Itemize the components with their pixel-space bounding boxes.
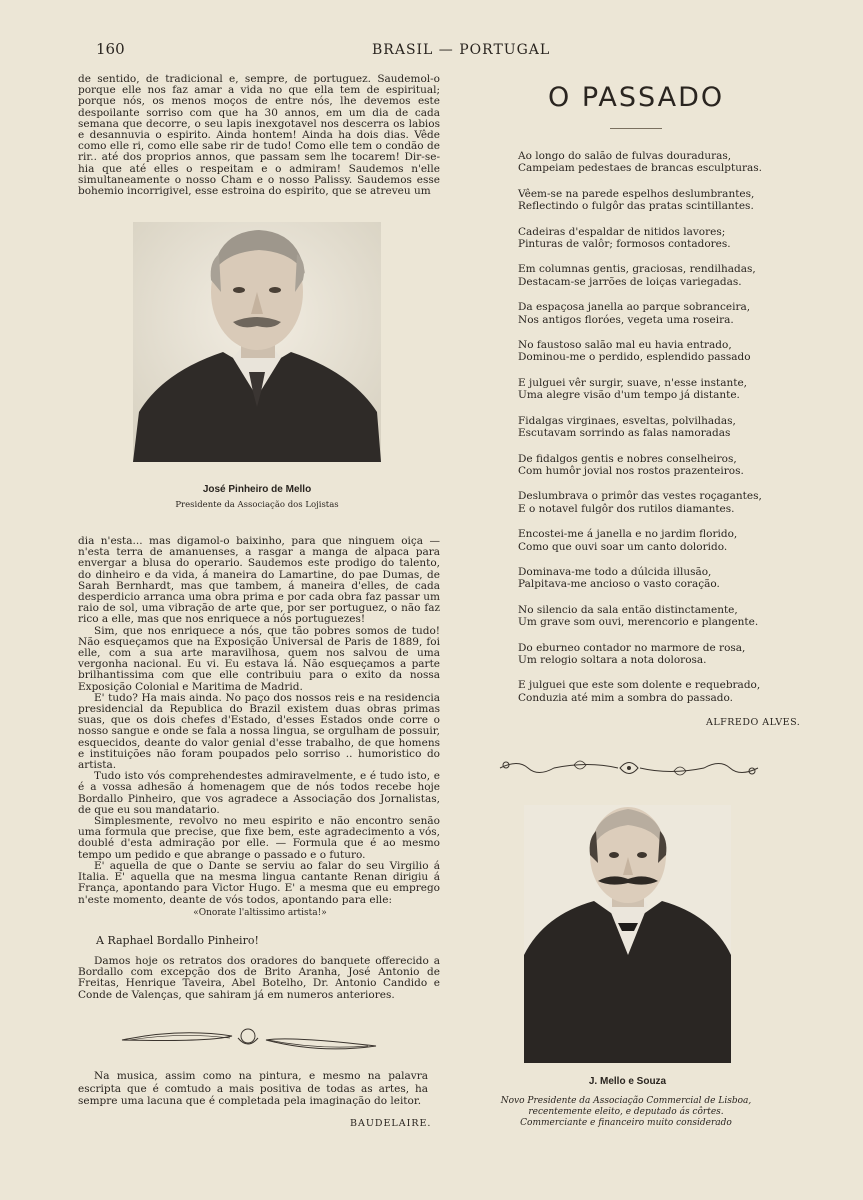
poem-line: Reflectindo o fulgôr das pratas scintillantes. xyxy=(518,200,754,213)
page-header: BRASIL — PORTUGAL xyxy=(372,42,551,58)
portrait-right-name: J. Mello e Souza xyxy=(588,1076,667,1087)
poem-line: Escutavam sorrindo as falas namoradas xyxy=(518,427,731,440)
poem-stanza xyxy=(518,528,778,553)
poem-line: Uma alegre visão d'um tempo já distante. xyxy=(518,389,740,402)
poem-stanza xyxy=(518,604,778,629)
poem-line: Campeiam pedestaes de brancas esculpturas. xyxy=(518,162,762,175)
editorial-note xyxy=(78,956,440,1001)
portrait-right-caption xyxy=(480,1096,772,1129)
poem-stanza xyxy=(518,226,778,251)
poem-stanza xyxy=(518,188,778,213)
poem-line: E o notavel fulgôr dos rutilos diamantes. xyxy=(518,502,735,515)
article-body xyxy=(78,536,440,906)
title-divider xyxy=(610,128,662,129)
poem-title: O PASSADO xyxy=(548,82,725,113)
italian-quote: «Onorate l'altissimo artista!» xyxy=(193,908,327,918)
portrait-left-name: José Pinheiro de Mello xyxy=(202,484,312,495)
caption-line: Commerciante e financeiro muito considerado xyxy=(520,1118,732,1128)
poem-line: No faustoso salão mal eu havia entrado, xyxy=(518,339,732,352)
poem-line: Em columnas gentis, graciosas, rendilhadas, xyxy=(518,263,756,276)
portrait-illustration xyxy=(524,805,731,1063)
poem-author: ALFREDO ALVES. xyxy=(706,717,801,728)
poem-line: Da espaçosa janella ao parque sobranceira, xyxy=(518,301,751,314)
poem-line: Dominava-me todo a dúlcida illusão, xyxy=(518,565,712,578)
poem-stanza xyxy=(518,415,778,440)
portrait-j-mello-e-souza xyxy=(524,805,731,1063)
poem-line: Um relogio soltara a nota dolorosa. xyxy=(518,653,707,666)
poem-line: Do eburneo contador no marmore de rosa, xyxy=(518,641,746,654)
baudelaire-quote xyxy=(78,1070,428,1108)
poem-line: Vêem-se na parede espelhos deslumbrantes, xyxy=(518,187,755,200)
poem-stanza xyxy=(518,679,778,704)
poem-line: Cadeiras d'espaldar de nitidos lavores; xyxy=(518,225,726,238)
article-paragraph: E' tudo? Ha mais ainda. No paço dos nossos reis e na residencia presidencial da Republica do Brazil existem duas obras primas suas, que os dois chefes d'Estado, d'esses Estados onde corre o nosso sangue e onde se fala a nossa lingua, se orgulham de possuir, esquecidos, deante do valor genial d'esse trabalho, de que homens e instituições não foram poupados pelo sorriso .. humoristico do artista. xyxy=(78,691,440,772)
poem-line: Um grave som ouvi, merencorio e plangente. xyxy=(518,616,759,629)
poem-line: Pinturas de valôr; formosos contadores. xyxy=(518,238,731,251)
portrait-left-subtitle: Presidente da Associação dos Lojistas xyxy=(175,500,339,510)
page-number: 160 xyxy=(96,40,125,58)
poem-stanza xyxy=(518,566,778,591)
poem-line: Como que ouvi soar um canto dolorido. xyxy=(518,540,728,553)
poem-stanza xyxy=(518,377,778,402)
winged-ornament xyxy=(120,1024,378,1054)
article-intro xyxy=(78,74,440,197)
article-paragraph: Tudo isto vós comprehendestes admiravelmente, e é tudo isto, e é a vossa adhesão á homenagem que de nós todos recebe hoje Bordallo Pinheiro, que vos agradece a Associação dos Jornalistas, de que eu sou mandatario. xyxy=(78,770,440,816)
portrait-jose-pinheiro-de-mello xyxy=(133,222,381,462)
baudelaire-signature: BAUDELAIRE. xyxy=(350,1118,432,1129)
poem-line: Encostei-me á janella e no jardim florido, xyxy=(518,528,738,541)
poem-line: No silencio da sala então distinctamente, xyxy=(518,603,738,616)
poem-line: De fidalgos gentis e nobres conselheiros, xyxy=(518,452,737,465)
floral-ornament xyxy=(498,755,760,781)
poem-line: E julguei vêr surgir, suave, n'esse instante, xyxy=(518,376,748,389)
article-paragraph: Sim, que nos enriquece a nós, que tão pobres somos de tudo! Não esqueçamos que na Exposição Universal de Paris de 1889, foi elle, com a sua arte maravilhosa, quem nos salvou de uma vergonha nacional. Eu vi. Eu estava lá. Não esqueçamos a parte brilhantissima com que elle contribuiu para o exito da nossa Exposição Colonial e Maritima de Madrid. xyxy=(78,624,440,693)
caption-line: Novo Presidente da Associação Commercial de Lisboa, xyxy=(500,1096,752,1106)
dedication-line: A Raphael Bordallo Pinheiro! xyxy=(96,934,259,947)
poem-line: Com humôr jovial nos rostos prazenteiros. xyxy=(518,464,744,477)
poem-stanza xyxy=(518,263,778,288)
poem-stanza xyxy=(518,339,778,364)
poem-stanza xyxy=(518,490,778,515)
poem-line: Conduzia até mim a sombra do passado. xyxy=(518,691,733,704)
article-paragraph: dia n'esta... mas digamol-o baixinho, para que ninguem oiça — n'esta terra de amanuenses, a rasgar a manga de alpaca para envergar a blusa do operario. Saudemos este prodigo do talento, do dinheiro e da vida, á maneira do Lamartine, do pae Dumas, de Sarah Bernhardt, mas que tambem, á maneira d'elles, de cada desperdicio arranca uma obra prima e por cada obra faz passar um raio de sol, uma vibração de arte que, por ser portuguez, o não faz rico a elle, mas que nos enriquece a nós portuguezes! xyxy=(78,535,440,626)
poem-line: Deslumbrava o primôr das vestes roçagantes, xyxy=(518,490,762,503)
caption-line: recentemente eleito, e deputado ás côrtes. xyxy=(528,1107,724,1117)
poem-line: Nos antigos floróes, vegeta uma roseira. xyxy=(518,313,734,326)
poem-stanza xyxy=(518,642,778,667)
poem-body xyxy=(518,150,778,717)
poem-line: E julguei que este som dolente e requebrado, xyxy=(518,679,761,692)
poem-line: Destacam-se jarrões de loiças variegadas. xyxy=(518,275,742,288)
poem-stanza xyxy=(518,150,778,175)
poem-line: Fidalgas virginaes, esveltas, polvilhadas, xyxy=(518,414,736,427)
poem-stanza xyxy=(518,453,778,478)
poem-line: Palpitava-me ancioso o vasto coração. xyxy=(518,578,720,591)
poem-line: Dominou-me o perdido, esplendido passado xyxy=(518,351,751,364)
article-paragraph: Simplesmente, revolvo no meu espirito e não encontro senão uma formula que precise, que fixe bem, este agradecimento a vós, doublé d'esta admiração por elle. — Formula que é ao mesmo tempo um pedido e que abrange o passado e o futuro. xyxy=(78,815,440,861)
note-paragraph: Damos hoje os retratos dos oradores do banquete offerecido a Bordallo com excepção dos de Brito Aranha, José Antonio de Freitas, Henrique Taveira, Abel Botelho, Dr. Antonio Candido e Conde de Valenças, que sahiram já em numeros anteriores. xyxy=(78,955,440,1001)
poem-stanza xyxy=(518,301,778,326)
intro-paragraph: de sentido, de tradicional e, sempre, de portuguez. Saudemol-o porque elle nos faz amar a vida no que ella tem de espiritual; porque nós, os menos moços de entre nós, lhe devemos este despoilante sorriso com que ha 30 annos, em um dia de cada semana que decorre, o seu lapis inexgotavel nos descerra os labios e desannuvia o espirito. Ainda hontem! Ainda ha dois dias. Vêde como elle ri, como elle sabe rir de tudo! Como elle tem o condão de rir.. até dos proprios annos, que passam sem lhe tocarem! Dir-se-hia que até elles o respeitam e o admiram! Saudemos n'elle simultaneamente o nosso Cham e o nosso Palissy. Saudemos esse bohemio incorrigivel, esse estroina do espirito, que se atreveu um xyxy=(78,73,440,198)
article-paragraph: E' aquella de que o Dante se serviu ao falar do seu Virgilio á Italia. E' aquella que na mesma lingua cantante Renan dirigiu á França, apontando para Victor Hugo. E' a mesma que eu emprego n'este momento, deante de vós todos, apontando para elle: xyxy=(78,859,440,906)
portrait-illustration xyxy=(133,222,381,462)
poem-line: Ao longo do salão de fulvas douraduras, xyxy=(518,150,732,162)
baudelaire-paragraph: Na musica, assim como na pintura, e mesmo na palavra escripta que é comtudo a mais positiva de todas as artes, ha sempre uma lacuna que é completada pela imaginação do leitor. xyxy=(78,1070,428,1107)
